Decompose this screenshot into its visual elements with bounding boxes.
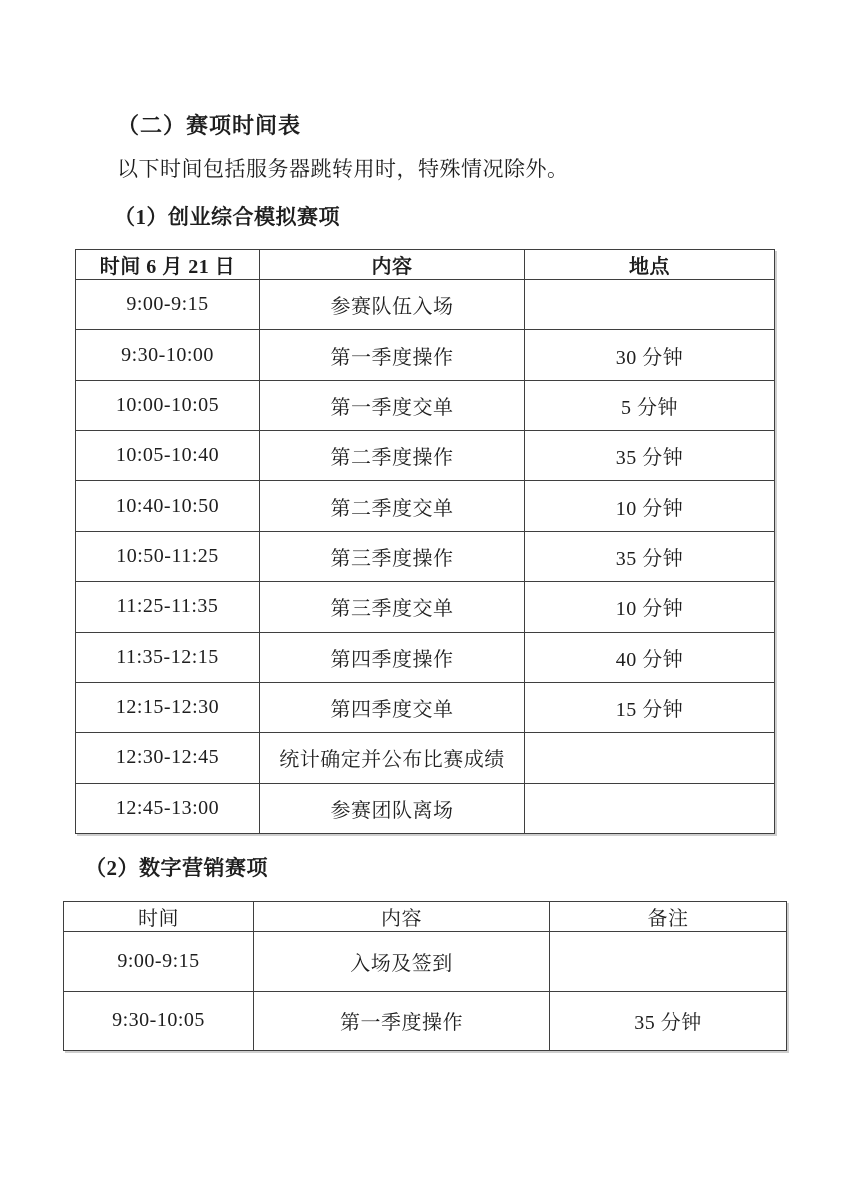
table-row	[76, 431, 775, 481]
table-cell	[550, 932, 787, 992]
table-cell: 第二季度交单	[260, 481, 525, 531]
table-row	[76, 531, 775, 581]
table-row	[76, 380, 775, 430]
table-row	[76, 682, 775, 732]
table-cell: 12:15-12:30	[76, 682, 260, 732]
column-header: 时间	[64, 902, 254, 932]
table-cell: 9:30-10:00	[76, 330, 260, 380]
table-cell: 参赛队伍入场	[260, 280, 525, 330]
table-cell: 统计确定并公布比赛成绩	[260, 733, 525, 783]
table-cell: 第四季度操作	[260, 632, 525, 682]
table-cell: 10:05-10:40	[76, 431, 260, 481]
table-cell: 35 分钟	[525, 431, 775, 481]
schedule-table-digital-marketing	[63, 901, 787, 1051]
intro-text: 以下时间包括服务器跳转用时，特殊情况除外。	[117, 157, 569, 181]
table-cell: 第三季度操作	[260, 531, 525, 581]
section-heading: （二）赛项时间表	[117, 113, 302, 138]
table-row	[76, 481, 775, 531]
table-row	[76, 330, 775, 380]
table-cell	[525, 280, 775, 330]
table-row	[76, 733, 775, 783]
column-header: 内容	[254, 902, 550, 932]
table-cell: 12:30-12:45	[76, 733, 260, 783]
table-cell: 12:45-13:00	[76, 783, 260, 833]
table-cell: 第一季度操作	[254, 991, 550, 1051]
table-cell: 入场及签到	[254, 932, 550, 992]
table-cell: 9:00-9:15	[76, 280, 260, 330]
table-cell: 10:40-10:50	[76, 481, 260, 531]
table-body	[64, 932, 787, 1051]
column-header: 时间 6 月 21 日	[76, 250, 260, 280]
table-cell: 10 分钟	[525, 481, 775, 531]
table-cell: 9:30-10:05	[64, 991, 254, 1051]
table-row	[76, 280, 775, 330]
table-cell: 第二季度操作	[260, 431, 525, 481]
table-header	[64, 902, 787, 932]
table-cell: 参赛团队离场	[260, 783, 525, 833]
table-cell: 10:00-10:05	[76, 380, 260, 430]
table-cell	[525, 733, 775, 783]
table-cell: 5 分钟	[525, 380, 775, 430]
table-cell: 第三季度交单	[260, 582, 525, 632]
column-header: 备注	[550, 902, 787, 932]
table-body	[76, 280, 775, 834]
table-row	[76, 783, 775, 833]
table-row	[76, 632, 775, 682]
table-row	[64, 991, 787, 1051]
table-cell: 30 分钟	[525, 330, 775, 380]
table2-caption: （2）数字营销赛项	[85, 856, 268, 880]
table-cell: 第四季度交单	[260, 682, 525, 732]
table-cell: 35 分钟	[525, 531, 775, 581]
table-header-row	[64, 902, 787, 932]
table-row	[64, 932, 787, 992]
schedule-table-entrepreneurship	[75, 249, 775, 834]
table-cell: 40 分钟	[525, 632, 775, 682]
table-cell	[525, 783, 775, 833]
table1-caption: （1）创业综合模拟赛项	[114, 205, 340, 229]
table-cell: 11:25-11:35	[76, 582, 260, 632]
table-header	[76, 250, 775, 280]
column-header: 地点	[525, 250, 775, 280]
table-cell: 第一季度交单	[260, 380, 525, 430]
column-header: 内容	[260, 250, 525, 280]
table-cell: 35 分钟	[550, 991, 787, 1051]
table-cell: 10:50-11:25	[76, 531, 260, 581]
table-row	[76, 582, 775, 632]
table-header-row	[76, 250, 775, 280]
table-cell: 15 分钟	[525, 682, 775, 732]
table-cell: 11:35-12:15	[76, 632, 260, 682]
table-cell: 9:00-9:15	[64, 932, 254, 992]
table-cell: 10 分钟	[525, 582, 775, 632]
table-cell: 第一季度操作	[260, 330, 525, 380]
